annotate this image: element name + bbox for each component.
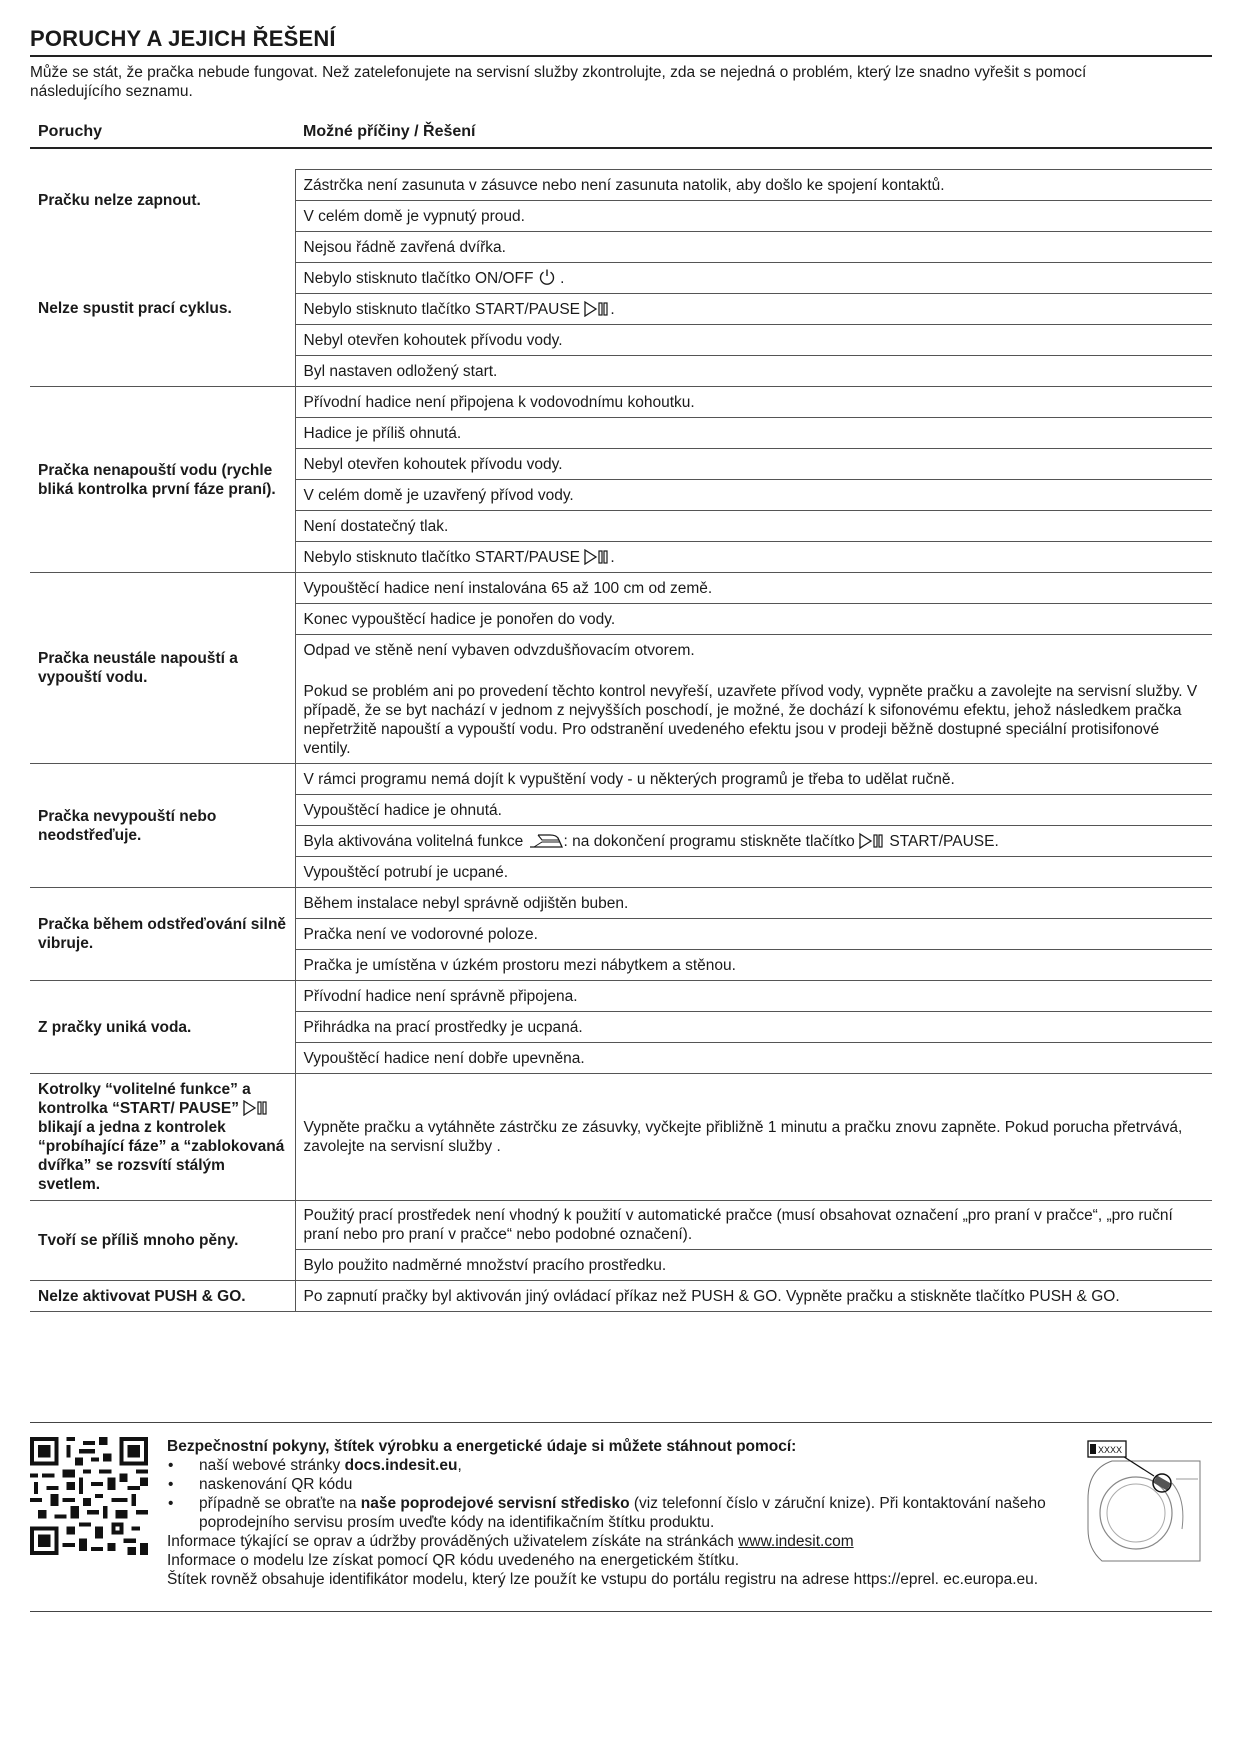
table-row	[30, 232, 1212, 263]
page-title: PORUCHY A JEJICH ŘEŠENÍ	[30, 26, 1212, 57]
solution-cell: Po zapnutí pračky byl aktivován jiný ovládací příkaz než PUSH & GO. Vypněte pračku a stiskněte tlačítko PUSH & GO.	[295, 1281, 1212, 1312]
fault-cell: Pračku nelze zapnout.	[38, 192, 201, 209]
iron-icon	[528, 833, 564, 849]
solution-cell: Přívodní hadice není správně připojena.	[295, 981, 1212, 1012]
fault-cell: Pračka nevypouští nebo neodstřeďuje.	[30, 764, 295, 888]
list-item: • naskenování QR kódu	[167, 1475, 1097, 1494]
page	[30, 26, 1212, 1312]
fault-cell: Kotrolky “volitelné funkce” a kontrolka “START/ PAUSE” blikají a jedna z kontrolek “probíhající fáze” a “zablokovaná dvířka” se rozsvítí stálým svetlem.	[30, 1074, 295, 1201]
col-header-solutions: Možné příčiny / Řešení	[295, 117, 1212, 148]
solution-cell: Vypouštěcí hadice není dobře upevněna.	[295, 1043, 1212, 1074]
play-pause-icon	[584, 301, 610, 317]
table-row	[30, 1281, 1212, 1312]
table-row	[30, 1074, 1212, 1201]
docs-link[interactable]: docs.indesit.eu	[344, 1457, 458, 1474]
indesit-link[interactable]: www.indesit.com	[738, 1533, 854, 1550]
solution-cell: Nejsou řádně zavřená dvířka.	[295, 232, 1212, 263]
solution-cell: Pokud se problém ani po provedení těchto kontrol nevyřeší, uzavřete přívod vody, vypněte pračku a zavolejte na servisní služby. V případě, že se byt nachází v jednom z nejvyšších poschodí, je možné, že dochází k sifonovému efektu, jehož následkem pračka nepřetržitě napouští a vypouští vodu. Pro odstranění uvedeného efektu jsou v prodeji běžně dostupné speciální protisifonové ventily.	[295, 674, 1212, 764]
eprel-info: Štítek rovněž obsahuje identifikátor modelu, který lze použít ke vstupu do portálu registru na adrese https://eprel. ec.europa.eu.	[167, 1571, 1039, 1588]
solution-cell: Přívodní hadice není připojena k vodovodnímu kohoutku.	[295, 387, 1212, 418]
solution-cell: Hadice je příliš ohnutá.	[295, 418, 1212, 449]
col-header-faults: Poruchy	[30, 117, 295, 148]
solution-cell: V rámci programu nemá dojít k vypuštění vody - u některých programů je třeba to udělat ručně.	[295, 764, 1212, 795]
intro-text: Může se stát, že pračka nebude fungovat. Než zatelefonujete na servisní služby zkontrolujte, zda se nejedná o problém, který lze snadno vyřešit s pomocí následujícího seznamu.	[30, 64, 1087, 100]
solution-cell: Pračka je umístěna v úzkém prostoru mezi nábytkem a stěnou.	[295, 950, 1212, 981]
play-pause-icon	[243, 1100, 269, 1116]
solution-cell: Nebylo stisknuto tlačítko ON/OFF .	[295, 263, 1212, 294]
solution-cell: Použitý prací prostředek není vhodný k použití v automatické pračce (musí obsahovat označení „pro praní v pračce“, „pro ruční praní nebo pro praní v pračce“ nebo podobné označení).	[295, 1201, 1212, 1250]
table-row	[30, 888, 1212, 919]
solution-cell: Pračka není ve vodorovné poloze.	[295, 919, 1212, 950]
solution-cell: Odpad ve stěně není vybaven odvzdušňovacím otvorem.	[295, 635, 1212, 675]
label-code: XXXX	[1098, 1445, 1123, 1455]
solution-cell: Zástrčka není zasunuta v zásuvce nebo není zasunuta natolik, aby došlo ke spojení kontaktů.	[295, 170, 1212, 201]
play-pause-icon	[859, 833, 885, 849]
table-row	[30, 764, 1212, 795]
solution-cell: V celém domě je vypnutý proud.	[295, 201, 1212, 232]
fault-cell: Tvoří se příliš mnoho pěny.	[30, 1201, 295, 1281]
solution-cell: Nebylo stisknuto tlačítko START/PAUSE .	[295, 294, 1212, 325]
troubleshooting-table	[30, 117, 1212, 1312]
solution-cell: V celém domě je uzavřený přívod vody.	[295, 480, 1212, 511]
power-icon	[538, 268, 556, 286]
solution-cell: Přihrádka na prací prostředky je ucpaná.	[295, 1012, 1212, 1043]
solution-cell: Byl nastaven odložený start.	[295, 356, 1212, 387]
repair-info: Informace týkající se oprav a údržby prováděných uživatelem získáte na stránkách www.indesit.com	[167, 1533, 854, 1550]
fault-cell: Pračka nenapouští vodu (rychle bliká kontrolka první fáze praní).	[30, 387, 295, 573]
solution-cell: Není dostatečný tlak.	[295, 511, 1212, 542]
fault-cell: Pračka během odstřeďování silně vibruje.	[30, 888, 295, 981]
list-item: • naší webové stránky docs.indesit.eu,	[167, 1456, 1097, 1475]
play-pause-icon	[584, 549, 610, 565]
solution-cell: Vypouštěcí hadice není instalována 65 až 100 cm od země.	[295, 573, 1212, 604]
fault-cell: Z pračky uniká voda.	[30, 981, 295, 1074]
solution-cell: Vypněte pračku a vytáhněte zástrčku ze zásuvky, vyčkejte přibližně 1 minutu a pračku znovu zapněte. Pokud porucha přetrvává, zavolejte na servisní služby .	[295, 1074, 1212, 1201]
table-row	[30, 387, 1212, 418]
model-info: Informace o modelu lze získat pomocí QR kódu uvedeného na energetickém štítku.	[167, 1552, 740, 1569]
solution-cell: Nebylo stisknuto tlačítko START/PAUSE .	[295, 542, 1212, 573]
footer-heading: Bezpečnostní pokyny, štítek výrobku a energetické údaje si můžete stáhnout pomocí:	[167, 1438, 797, 1455]
fault-cell: Pračka neustále napouští a vypouští vodu.	[30, 573, 295, 764]
washing-machine-label-illustration	[1082, 1439, 1206, 1563]
footer-info	[30, 1422, 1212, 1612]
solution-cell: Během instalace nebyl správně odjištěn buben.	[295, 888, 1212, 919]
table-row	[30, 1201, 1212, 1250]
footer-list	[167, 1456, 1097, 1532]
solution-cell: Vypouštěcí potrubí je ucpané.	[295, 857, 1212, 888]
qr-code-icon	[30, 1437, 148, 1555]
solution-cell: Bylo použito nadměrné množství pracího prostředku.	[295, 1250, 1212, 1281]
table-row	[30, 573, 1212, 604]
fault-cell: Nelze aktivovat PUSH & GO.	[30, 1281, 295, 1312]
solution-cell: Konec vypouštěcí hadice je ponořen do vody.	[295, 604, 1212, 635]
solution-cell: Nebyl otevřen kohoutek přívodu vody.	[295, 449, 1212, 480]
table-row	[30, 981, 1212, 1012]
footer-text	[167, 1437, 1097, 1589]
solution-cell: Byla aktivována volitelná funkce : na dokončení programu stiskněte tlačítko START/PAUSE.	[295, 826, 1212, 857]
table-row	[30, 170, 1212, 201]
solution-cell: Vypouštěcí hadice je ohnutá.	[295, 795, 1212, 826]
list-item: • případně se obraťte na naše poprodejové servisní středisko (viz telefonní číslo v záruční knize). Při kontaktování našeho poprodejního servisu prosím uveďte kódy na identifikačním štítku produktu.	[167, 1494, 1097, 1532]
solution-cell: Nebyl otevřen kohoutek přívodu vody.	[295, 325, 1212, 356]
fault-cell: Nelze spustit prací cyklus.	[38, 300, 232, 318]
